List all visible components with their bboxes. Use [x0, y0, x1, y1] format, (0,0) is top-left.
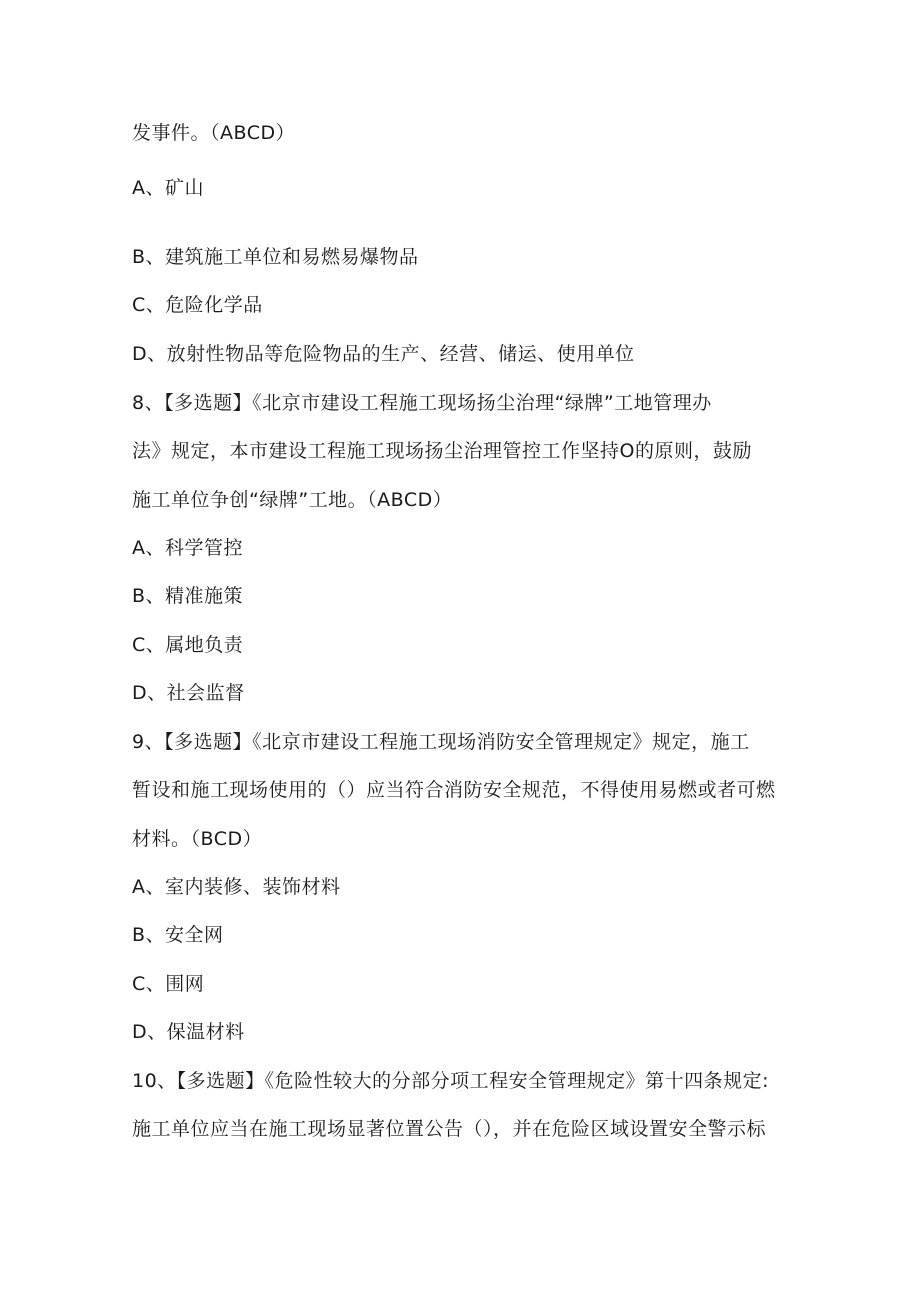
question-8-stem-line-1: 8、【多选题】《北京市建设工程施工现场扬尘治理“绿牌”工地管理办 — [132, 392, 712, 414]
question-9-stem-line-3: 材料。（BCD） — [132, 828, 263, 850]
question-10-stem-line-1: 10、【多选题】《危险性较大的分部分项工程安全管理规定》第十四条规定: — [132, 1070, 770, 1092]
question-7-stem-end: 发事件。（ABCD） — [132, 122, 296, 144]
question-8-option-c: C、属地负责 — [132, 634, 244, 656]
question-7-option-d: D、放射性物品等危险物品的生产、经营、储运、使用单位 — [132, 343, 635, 365]
question-9-option-b: B、安全网 — [132, 924, 224, 946]
question-8-option-a: A、科学管控 — [132, 537, 243, 559]
question-9-option-c: C、围网 — [132, 973, 205, 995]
question-8-stem-line-3: 施工单位争创“绿牌”工地。（ABCD） — [132, 489, 453, 511]
question-10-stem-line-2: 施工单位应当在施工现场显著位置公告（），并在危险区域设置安全警示标 — [132, 1118, 767, 1140]
question-9-option-d: D、保温材料 — [132, 1021, 245, 1043]
question-7-option-b: B、建筑施工单位和易燃易爆物品 — [132, 246, 419, 268]
question-9-stem-line-2: 暂设和施工现场使用的（）应当符合消防安全规范，不得使用易燃或者可燃 — [132, 779, 776, 801]
question-7-option-c: C、危险化学品 — [132, 294, 263, 316]
question-9-stem-line-1: 9、【多选题】《北京市建设工程施工现场消防安全管理规定》规定，施工 — [132, 731, 750, 753]
question-8-stem-line-2: 法》规定，本市建设工程施工现场扬尘治理管控工作坚持O的原则，鼓励 — [132, 440, 752, 462]
question-9-option-a: A、室内装修、装饰材料 — [132, 876, 341, 898]
question-8-option-b: B、精准施策 — [132, 585, 244, 607]
question-8-option-d: D、社会监督 — [132, 682, 245, 704]
question-7-option-a: A、矿山 — [132, 177, 204, 199]
